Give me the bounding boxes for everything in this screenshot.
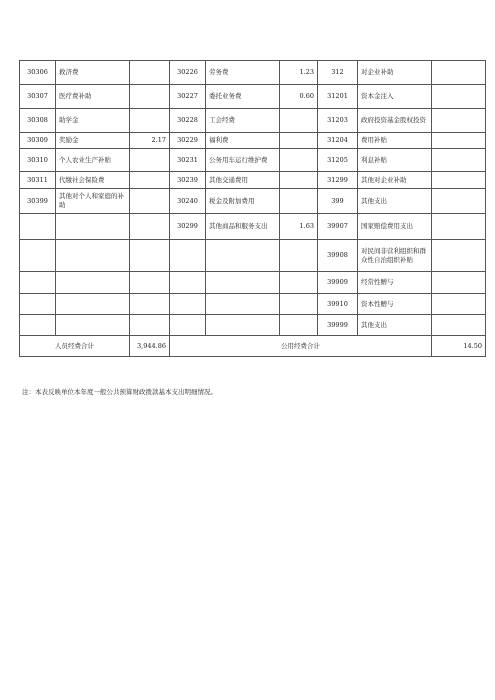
item-amount: 2.17 xyxy=(130,133,170,149)
item-code: 30311 xyxy=(20,172,56,189)
item-code xyxy=(20,272,56,294)
item-name: 工会经费 xyxy=(206,109,280,133)
item-code: 30229 xyxy=(170,133,206,149)
item-code: 39907 xyxy=(318,214,358,240)
item-code: 39908 xyxy=(318,240,358,272)
item-amount xyxy=(432,133,486,149)
table-row xyxy=(20,315,486,336)
item-name: 资本性赠与 xyxy=(358,294,432,315)
item-amount xyxy=(280,294,318,315)
item-name: 国家赔偿费用支出 xyxy=(358,214,432,240)
item-code: 30399 xyxy=(20,189,56,214)
item-code: 30228 xyxy=(170,109,206,133)
item-name: 其他支出 xyxy=(358,189,432,214)
item-code xyxy=(20,315,56,336)
item-code xyxy=(170,240,206,272)
item-amount xyxy=(280,149,318,172)
public-total-label: 公用经费合计 xyxy=(170,336,432,357)
item-name xyxy=(56,240,130,272)
item-amount xyxy=(432,85,486,109)
item-amount xyxy=(432,294,486,315)
item-amount xyxy=(130,272,170,294)
item-name: 委托业务费 xyxy=(206,85,280,109)
totals-row xyxy=(20,336,486,357)
item-name: 利息补贴 xyxy=(358,149,432,172)
item-code: 31299 xyxy=(318,172,358,189)
item-code xyxy=(170,315,206,336)
item-name: 其他对企业补助 xyxy=(358,172,432,189)
item-name: 助学金 xyxy=(56,109,130,133)
table-body xyxy=(20,61,486,357)
item-name: 税金及附加费用 xyxy=(206,189,280,214)
item-code: 30227 xyxy=(170,85,206,109)
table-row xyxy=(20,214,486,240)
table-row xyxy=(20,85,486,109)
item-name: 医疗费补助 xyxy=(56,85,130,109)
item-amount xyxy=(432,109,486,133)
item-name xyxy=(206,240,280,272)
item-name: 奖励金 xyxy=(56,133,130,149)
item-amount xyxy=(432,172,486,189)
item-amount xyxy=(130,240,170,272)
item-name: 救济费 xyxy=(56,61,130,85)
item-amount xyxy=(432,315,486,336)
item-amount xyxy=(432,149,486,172)
item-code: 30240 xyxy=(170,189,206,214)
item-code: 31203 xyxy=(318,109,358,133)
item-code: 30226 xyxy=(170,61,206,85)
item-name: 其他商品和服务支出 xyxy=(206,214,280,240)
item-name: 其他交通费用 xyxy=(206,172,280,189)
item-amount xyxy=(130,172,170,189)
item-code xyxy=(170,294,206,315)
item-name xyxy=(206,294,280,315)
item-name xyxy=(56,272,130,294)
item-amount xyxy=(130,149,170,172)
table-row xyxy=(20,272,486,294)
item-amount xyxy=(130,85,170,109)
item-amount xyxy=(280,189,318,214)
item-name: 费用补贴 xyxy=(358,133,432,149)
table-row xyxy=(20,240,486,272)
item-name: 其他对个人和家庭的补助 xyxy=(56,189,130,214)
item-amount xyxy=(280,133,318,149)
item-amount xyxy=(432,189,486,214)
item-code xyxy=(20,214,56,240)
table-row xyxy=(20,109,486,133)
item-amount xyxy=(432,240,486,272)
table-row xyxy=(20,149,486,172)
item-amount xyxy=(130,315,170,336)
personnel-total-value: 3,944.86 xyxy=(130,336,170,357)
item-amount: 0.60 xyxy=(280,85,318,109)
item-code: 30307 xyxy=(20,85,56,109)
item-name: 对民间非营利组织和群众性自治组织补贴 xyxy=(358,240,432,272)
item-code: 30309 xyxy=(20,133,56,149)
item-name: 对企业补助 xyxy=(358,61,432,85)
item-name: 经常性赠与 xyxy=(358,272,432,294)
item-amount xyxy=(280,272,318,294)
footnote: 注：本表反映单位本年度一般公共预算财政拨款基本支出明细情况。 xyxy=(22,388,217,396)
item-amount xyxy=(432,272,486,294)
item-code: 31205 xyxy=(318,149,358,172)
item-code: 39909 xyxy=(318,272,358,294)
item-code: 30308 xyxy=(20,109,56,133)
item-code: 39999 xyxy=(318,315,358,336)
personnel-total-label: 人员经费合计 xyxy=(20,336,130,357)
table-row xyxy=(20,294,486,315)
item-code: 31204 xyxy=(318,133,358,149)
item-name: 资本金注入 xyxy=(358,85,432,109)
item-name xyxy=(56,315,130,336)
item-code: 399 xyxy=(318,189,358,214)
table-row xyxy=(20,172,486,189)
item-name: 个人农业生产补贴 xyxy=(56,149,130,172)
item-code: 312 xyxy=(318,61,358,85)
item-name: 代缴社会保险费 xyxy=(56,172,130,189)
item-code: 31201 xyxy=(318,85,358,109)
item-name xyxy=(56,214,130,240)
item-amount xyxy=(280,315,318,336)
item-name: 劳务费 xyxy=(206,61,280,85)
item-name xyxy=(206,272,280,294)
item-amount xyxy=(130,214,170,240)
item-amount xyxy=(130,294,170,315)
table-row xyxy=(20,133,486,149)
item-code: 30310 xyxy=(20,149,56,172)
item-amount xyxy=(130,189,170,214)
item-code xyxy=(170,272,206,294)
item-amount xyxy=(130,109,170,133)
item-amount xyxy=(280,172,318,189)
item-amount xyxy=(432,61,486,85)
public-total-value: 14.50 xyxy=(432,336,486,357)
item-amount xyxy=(280,109,318,133)
item-amount xyxy=(432,214,486,240)
item-code: 30231 xyxy=(170,149,206,172)
table-row xyxy=(20,61,486,85)
item-code xyxy=(20,240,56,272)
item-amount xyxy=(280,240,318,272)
item-code xyxy=(20,294,56,315)
item-amount: 1.23 xyxy=(280,61,318,85)
expenditure-detail-table xyxy=(19,60,486,357)
item-name xyxy=(56,294,130,315)
item-code: 30299 xyxy=(170,214,206,240)
item-name: 福利费 xyxy=(206,133,280,149)
item-code: 39910 xyxy=(318,294,358,315)
item-name: 公务用车运行维护费 xyxy=(206,149,280,172)
item-name: 其他支出 xyxy=(358,315,432,336)
table-row xyxy=(20,189,486,214)
item-name xyxy=(206,315,280,336)
item-amount: 1.63 xyxy=(280,214,318,240)
item-name: 政府投资基金股权投资 xyxy=(358,109,432,133)
item-code: 30306 xyxy=(20,61,56,85)
item-amount xyxy=(130,61,170,85)
item-code: 30239 xyxy=(170,172,206,189)
